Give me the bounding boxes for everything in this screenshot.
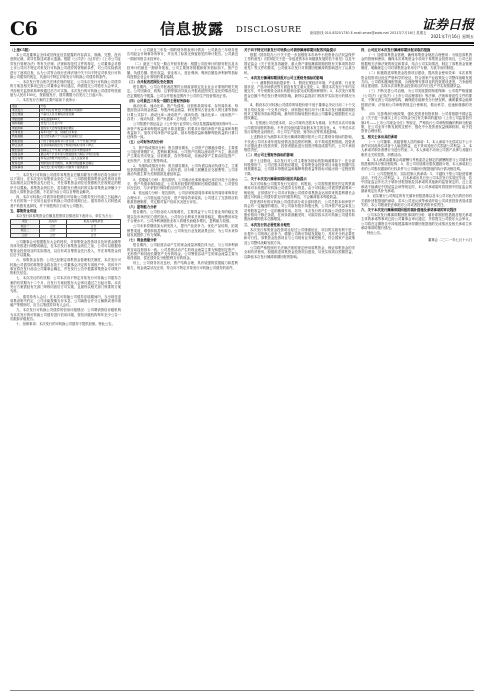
signature: 董事会 二〇二一年七月十六日 — [428, 237, 472, 242]
table-cell: 在存续期间股价低于转股价格时可向下修正 — [39, 144, 120, 148]
paragraph: 3、偿债能力分析：报告期内，公司流动比率和速动比率总体处于合理水平，资产负债率保持稳定，公司具有较强的短期和长期偿债能力。公司资信状况良好，与多家银行保持着良好的合作关系。 — [127, 177, 238, 191]
table-cell: 债券期限 — [11, 122, 40, 126]
table-cell: 不低于募集说明书公告日前二十个交易日均价 — [39, 139, 120, 143]
table-cell: 担保事项 — [11, 166, 40, 170]
paragraph: 三、本次发行可转换公司债券募集资金总额扣除发行费用后将全部用于以下项目，在本次发行募集资金到位之前，公司将根据募集资金投资项目的实际情况以自筹资金先行投入，并在募集资金到位后按照相关法规规定的程序予以置换。募集资金到位后，若扣除发行费用后的实际募集资金净额少于拟投入募集资金总额，不足部分由公司以自筹资金解决。 — [10, 172, 121, 194]
issuance-terms-table — [10, 104, 121, 171]
table-cell: 合计 — [39, 224, 66, 228]
masthead-meta: 新闻热线 010-83251730 E-mail:zmzx@zqrb.net 2021年7月16日 星期五 — [310, 31, 427, 35]
table-cell: 本次发行的可转换公司债券不提供担保 — [39, 166, 120, 170]
paragraph: 公司未来将继续加大研发投入，提升产品竞争力，优化产品结构，拓展销售渠道，增强持续盈利能力。公司所处行业发展前景良好，为公司未来持续发展提供了有力保障。 — [127, 224, 238, 237]
column-3 — [244, 48, 355, 688]
table-cell: 本次发行 — [11, 108, 40, 112]
section-heading: 关于向不特定对象发行可转换公司债券摊薄即期回报的风险提示 — [244, 48, 337, 52]
table-cell: 每年付息一次，到期归还本金 — [39, 130, 120, 134]
section-title: 信息披露 — [160, 20, 225, 38]
section-heading: 五、相关主体出具的承诺 — [361, 134, 398, 139]
table-cell: 到期后五个交易日内赎回全部未转股债券 — [39, 148, 120, 152]
table-cell: 向原股东优先配售，具体比例由董事会确定 — [39, 161, 120, 165]
table-cell: 发行对象 — [11, 157, 40, 161]
section-heading: （六）盈利能力分析 — [127, 205, 157, 210]
section-heading: 六、关于本次发行摊薄即期回报的填补措施及承诺事项的审议程序 — [361, 208, 457, 212]
table-cell: 项目 — [11, 104, 40, 108]
table-cell: 合计 — [11, 233, 40, 237]
section-heading: （七）现金流量分析 — [127, 238, 157, 243]
paragraph: （一）加强募集资金管理，确保募集资金规范合理使用：为规范募集资金的管理和使用，确保本次募集资金专项用于募集资金投资项目，公司已经根据相关法律法规的规定和要求，结合公司实际情况，制定了募集资金管理制度，明确规定公司对募集资金采用专户专储、专款专用的制度。 — [361, 53, 472, 71]
masthead — [10, 18, 474, 40]
paragraph: 流动比率、速动比率、资产负债率、应收账款周转率、存货周转率、每股经营活动现金流量、每股净现金流量、研发费用占营业收入的比重等指标计算公式如下：流动比率＝流动资产／流动负债；速动比率＝（流动资产－存货）／流动负债；资产负债率＝总负债／总资产。 — [127, 104, 238, 122]
paragraph: 本次发行拟募集资金总额及投资项目情况如下表所示，单位为万元： — [16, 214, 115, 219]
paragraph: 本次发行募集资金投资项目经过公司谨慎论证，项目的实施有利于进一步提升公司的核心竞争力，增强公司的可持续发展能力，具有充分的必要性和可行性。募集资金投资项目与公司现有业务紧密相关，符合国家产业政策及公司整体战略发展方向。 — [244, 227, 355, 245]
table-cell: 还本付息 — [11, 130, 40, 134]
paragraph: 2、负债构成情况分析：报告期各期末，公司负债以流动负债为主，主要包括短期借款、应付账款、合同负债、应付职工薪酬及应交税费等。公司非流动负债主要为长期借款及递延收益。 — [127, 163, 238, 177]
section-heading: 三、本次发行的必要性和合理性 — [244, 222, 291, 227]
section-heading: （上接C5版） — [10, 48, 32, 52]
section-heading: （三）合并报表范围及变化情况 — [127, 80, 174, 84]
paragraph: （三）不断完善公司治理，为公司发展提供制度保障：公司将严格遵循《公司法》《证券法》《上市公司治理准则》等法律、法规和规范性文件的要求，不断完善公司治理结构，确保股东能够充分行使权利，确保董事会能够按照法律、法规和公司章程的规定行使职权，做出科学、迅速和谨慎的决策。 — [361, 89, 472, 111]
paragraph: 报告期内，公司合并报表范围符合财政部规定及企业会计准则的相关规定。公司因新设、收购、注销等原因导致合并报表范围发生变化的情况均已在定期报告中披露。公司合并报表范围内子公司的生产经营情况正常。 — [127, 85, 238, 98]
paragraph: 4、营运能力分析：报告期内，公司应收账款周转率和存货周转率保持在合理水平，公司营运能力良好，资产周转效率较高。公司建立了完善的应收账款管理制度，并定期对客户信用状况进行评估。 — [127, 191, 238, 205]
paragraph: （一）公司最近三年及一期的财务报表审计情况：公司最近三年财务报告均经会计师事务所审计，并出具了标准无保留意见的审计报告。公司最近一期财务报告未经审计。 — [127, 48, 238, 61]
table-cell: 转股价格 — [11, 139, 40, 143]
paragraph: 公司本次发行摊薄即期回报事项的分析、填补即期回报措施及相关承诺主体的承诺等事项已经公司董事会审议通过，并将提交公司股东大会审议。公司将在定期报告中持续披露填补即期回报措施的完成情况及相关承诺主体承诺事项的履行情况。 — [361, 213, 472, 231]
table-cell: 回售条款 — [11, 152, 40, 156]
paragraph: 上述假设仅为测算本次发行摊薄即期回报对公司主要财务指标的影响，不代表公司对未来年度经营情况及趋势的判断，亦不构成盈利预测。投资者不应据此进行投资决策，投资者据此进行投资决策造成损失的，公司不承担赔偿责任。 — [244, 135, 355, 153]
paragraph: 公司按照中国证监会《公开发行证券的公司信息披露编报规则第9号——净资产收益率和每股收益的计算及披露》的要求计算的净资产收益率和每股收益如下。加权平均净资产收益率、基本每股收益和稀释每股收益的计算口径保持一致。 — [127, 122, 238, 140]
paragraph: 4、假设本次可转换公司债券的转股价格不低于董事会决议日前二十个交易日均价及前一个交易日均价，该转股价格仅用于计算本次发行摊薄即期回报对主要财务指标的影响，最终的初始转股价格由公司董事会根据股东大会授权确定。 — [244, 103, 355, 121]
table-cell: 合计 — [39, 233, 66, 237]
section-heading: （五）公司财务状况分析 — [127, 140, 164, 145]
table-row — [11, 166, 121, 170]
table-cell: 最后两个计息年度可按面值加当期应计利息回售 — [39, 152, 120, 156]
table-cell: 发行规模 — [11, 113, 40, 117]
section-heading: 二、关于本次发行摊薄即期回报的风险提示 — [244, 176, 307, 181]
table-cell: 向不特定对象发行可转换公司债券 — [39, 108, 120, 112]
issue-date: 2021年7月16日 星期五 — [430, 34, 474, 39]
table-cell: 合计 — [39, 229, 66, 233]
paragraph: 报告期内，公司经营活动产生的现金流量净额总体为正，与公司净利润的变动趋势基本一致。公司投资活动产生的现金流量主要为购建固定资产、无形资产和其他长期资产支付的现金。公司筹资活动产生的现金流量主要为取得借款、偿还债务及分配股利支付的现金。 — [127, 243, 238, 261]
table-cell: 转股期限 — [11, 135, 40, 139]
table-cell: 合计 — [66, 224, 120, 228]
table-cell: 每张面值100元 — [39, 117, 120, 121]
paragraph: 根据《国务院办公厅关于进一步加强资本市场中小投资者合法权益保护工作的意见》《国务院关于进一步促进资本市场健康发展的若干意见》以及中国证监会《关于首发及再融资、重大资产重组摊薄即期回报有关事项的指导意见》等文件的要求，公司就本次发行对即期回报摊薄的影响进行了认真分析。 — [244, 53, 355, 75]
table-cell: 修正条款 — [11, 144, 40, 148]
paragraph: （二）公司控股股东、实际控制人的承诺：1、不越权干预公司经营管理活动，不侵占公司利益；2、自本承诺出具日至公司本次发行实施完毕前，若中国证监会作出关于填补回报措施及其承诺的其他新的监管规定的，且上述承诺不能满足中国证监会该等规定时，本公司承诺届时将按照中国证监会的最新规定出具补充承诺。 — [361, 171, 472, 194]
paragraph: 报告期内，公司营业收入持续增长，主要得益于公司主营业务的稳定发展以及市场开拓力度的加大。公司综合毛利率总体保持稳定，期间费用率处于合理水平。公司净利润随营业收入的增长而稳步增长，盈利能力较强。 — [127, 210, 238, 224]
paragraph: 4、本人承诺由董事会或薪酬与考核委员会制定的薪酬制度与公司填补回报措施的执行情况相挂钩；5、若公司后续推出股权激励计划，本人承诺拟公布的公司股权激励的行权条件与公司填补回报措施的执行情况相挂钩。 — [361, 157, 472, 171]
section-heading: （二）对公司主要财务指标的影响 — [244, 153, 294, 158]
section-title-en: DISCLOSURE — [236, 25, 302, 35]
paragraph: 七、本次决议的有效期：公司本次向不特定对象发行可转换公司债券方案的有效期为十二个月，自发行方案经股东大会审议通过之日起计算。本次发行方案需经有关部门审核同意后方可实施，且最终以相关部门核准的方案为准。 — [10, 276, 121, 294]
table-cell: 赎回条款 — [11, 148, 40, 152]
paragraph: （一）测算假设和前提条件：1、假设宏观经济环境、产业政策、行业发展状况、产品市场情况等方面没有发生重大变化；2、假设本次发行于年内实施完毕，并分别假设全部未转股和全部完成转股两种情形；3、本次发行募集资金总额不考虑发行费用的影响，最终以监管部门核准并实际发行的情况为准。 — [244, 80, 355, 103]
section-heading: 一、本次发行摊薄即期回报对公司主要财务指标的影响 — [244, 75, 324, 80]
footer-rule — [10, 690, 474, 691]
table-cell: 合计 — [66, 233, 120, 237]
table-cell: 合计 — [66, 229, 120, 233]
paragraph: 本次可转换公司债券发行完成后、转股前，公司需按照预先约定的票面利率对未转股的可转换公司债券支付利息，由于可转换公司债券票面利率一般较低，正常情况下公司对可转换公司债券募集资金运用带来的盈利增长会超过可转换公司债券需支付的债券利息，不会摊薄基本每股收益。 — [244, 181, 355, 199]
table-cell: 发行结束满六个月后起至到期日止 — [39, 135, 120, 139]
table-row — [11, 233, 121, 237]
paragraph: （二）积极推进募集资金投资项目建设，提高资金使用效率：本次募集资金投资项目经过严格科学的论证，符合国家产业政策及公司整体战略发展方向。公司将积极调配资源，合理统筹安排项目的投资建设进度，力争缩短项目建设期，实现本次募集资金投资项目的早日投产并实现预期效益。 — [361, 71, 472, 89]
table-cell: 项目二 — [11, 229, 40, 233]
paragraph: 特此公告。 — [367, 231, 384, 236]
paragraph: 综上，公司财务状况良好，资产结构合理，具有较强的偿债能力和盈利能力，现金流量状况正常，符合向不特定对象发行可转换公司债券的条件。 — [127, 261, 238, 270]
table-cell: 票面金额 — [11, 117, 40, 121]
fund-use-table — [10, 219, 121, 238]
table-cell: 项目 — [11, 220, 40, 224]
paragraph: 本公司及董事会全体成员保证信息披露的内容真实、准确、完整，没有虚假记载、误导性陈述或重大遗漏。根据《公司法》《证券法》《上市公司证券发行管理办法》等有关法律、法规和规范性文件的规定，公司董事会对照上市公司向不特定对象发行可转换公司债券的资格和条件，对公司实际情况进行了逐项自查，认为公司符合现行法律法规中关于向不特定对象发行可转换公司债券的规定，具备向不特定对象发行可转换公司债券的条件。 — [10, 53, 121, 79]
section-heading: （四）公司最近三年及一期的主要财务指标 — [127, 98, 190, 103]
paragraph: 3、切实履行公司制定的有关填补回报措施以及本公司对此作出的任何有关填补回报措施的承诺，若本公司违反该等承诺并给公司或者投资者造成损失的，本公司愿意依法承担对公司或者投资者的补偿责任。 — [361, 194, 472, 207]
paragraph: 公司董事会可根据股东大会的授权，对募集资金投资项目及所需金额等具体安排进行调整或确定。在本次发行募集资金到位之前，公司可以根据募集资金投资项目的实际情况，以自有或自筹资金先行投入，并在募集资金到位后予以置换。 — [10, 240, 121, 258]
table-cell: 票面利率 — [11, 126, 40, 130]
paragraph: （二）最近三年及一期合并财务报表：根据公司经审计的财务报告及未经审计的最近一期财务报表，公司主要财务数据和财务指标如下。资产总额、负债总额、股东权益、营业收入、营业利润、利润总额及净利润等指标均按照企业会计准则的要求编制。 — [127, 61, 238, 79]
paragraph: 公司将严格按照有关法律法规的规定使用募集资金，保证募集资金的安全和有效使用，积极推进募集资金投资项目建设，尽快实现项目预期效益，以降低本次发行摊薄即期回报的影响。 — [244, 245, 355, 259]
table-cell: 内容 — [39, 104, 120, 108]
paragraph: 投资者持有的可转换公司债券部分或全部转股后，公司总股本和净资产将会有一定幅度的增加，对公司原有股东持股比例、公司净资产收益率及公司每股收益产生一定的摊薄作用。另外，本次发行的可转换公司债券设有转股价格向下修正条款，在该条款被触发时，可能导致本次可转换公司债券转股而新增的股本总额增加。 — [244, 200, 355, 222]
paragraph: （一）公司董事、高级管理人员的承诺：1、本人承诺不无偿或以不公平条件向其他单位或者个人输送利益，也不采用其他方式损害公司利益；2、本人承诺对职务消费行为进行约束；3、本人承诺不动用公司资产从事与其履行职责无关的投资、消费活动。 — [361, 139, 472, 157]
masthead-rule — [10, 42, 474, 44]
article-columns — [10, 48, 474, 688]
paragraph: 二、本次发行方案的主要内容如下表所示： — [16, 98, 79, 103]
paragraph: （四）完善利润分配政策，强化投资者回报机制：公司将根据中国证监会《关于进一步落实上市公司现金分红有关事项的通知》《上市公司监管指引第3号——上市公司现金分红》等规定，严格执行公司章程明确的利润分配政策，在公司业务不断发展的过程中，强化中小投资者权益保障机制，给予投资者合理回报。 — [361, 112, 472, 134]
paragraph: 六、募集资金存管：公司已经制定募集资金管理相关制度，本次发行可转换公司债券的募集资金将存放于公司董事会决定的专项账户中，具体开户事宜将在发行前由公司董事会确定，并在发行公告中披露募集资金专项账户的相关信息。 — [10, 258, 121, 276]
table-cell: 持有证券账户的自然人、法人及投资者 — [39, 157, 120, 161]
table-cell: 不超过人民币募集资金总额 — [39, 113, 120, 117]
page-number: C6 — [10, 18, 38, 40]
masthead-rule-thin — [10, 45, 474, 46]
paragraph: 基于上述假设，本次发行对公司主要财务指标的影响测算如下：在全部转股情形下，公司总股本将相应增加，若募集资金投资项目未能在短期内实现预期收益，公司基本每股收益和稀释每股收益等指标可能出现一定程度的下降。 — [244, 158, 355, 176]
paragraph: 一、本次发行符合相关法律法规的规定，公司本次发行可转换公司债券的方案及相关事项已经公司董事会审议通过，尚需提交公司股东大会审议，并经相关监管机构审核通过后方可实施。本次发行的可转换公司债券每张面值为人民币100元，按面值发行，债券期限为自发行之日起六年。 — [10, 80, 121, 98]
table-cell: 由股东大会授权董事会确定 — [39, 126, 120, 130]
paragraph: 1、资产构成情况分析：报告期各期末，公司资产总额稳步增长，主要系公司经营规模扩大、盈利积累所致。公司资产结构以流动资产为主，流动资产主要由货币资金、应收账款、存货等构成，非流动资产主要由固定资产、无形资产、在建工程等构成。 — [127, 145, 238, 163]
table-cell: 项目一 — [11, 224, 40, 228]
column-1 — [10, 48, 121, 688]
paragraph: 八、债券持有人会议：在本次可转换公司债券存续期间内，当出现变更募集说明书约定、公司未能按期支付本息、公司减资合并分立解散或者申请破产等情形时，应当召集债券持有人会议。 — [10, 294, 121, 308]
paragraph: 四、本次可转换公司债券转股期自可转换公司债券发行结束之日起满六个月后的第一个交易日起至可转换公司债券到期日止。债券持有人对转股或者不转股有选择权，并于转股的次日成为公司股东。 — [10, 195, 121, 208]
column-4 — [361, 48, 472, 688]
section-heading: 四、公司应对本次发行摊薄即期回报采取的措施 — [361, 48, 431, 52]
table-cell: 拟投入募集资金 — [66, 220, 120, 224]
paragraph: 十、担保事项：本次发行的可转换公司债券不提供担保。特此公告。 — [16, 322, 115, 327]
section-heading: 五、募集资金用途 — [10, 208, 37, 213]
paragraph: 5、在预测公司总股本时，以公司现有总股本为基础，仅考虑本次可转换公司债券转股的影响，不考虑其他因素导致股本发生的变化。6、不考虑本次发行募集资金到账后，对公司生产经营、财务状况等的其他影响。 — [244, 121, 355, 135]
table-cell: 总投资 — [39, 220, 66, 224]
paragraph: 九、本次发行可转换公司债券的信用评级情况：公司聘请资信评级机构为本次发行的可转换公司债券进行信用评级，资信评级机构每年至少公告一次跟踪评级报告。 — [10, 308, 121, 322]
table-cell: 自发行之日起六年 — [39, 122, 120, 126]
column-2 — [127, 48, 238, 688]
table-cell: 配售安排 — [11, 161, 40, 165]
newspaper-logo: 证券日报 — [421, 18, 474, 33]
